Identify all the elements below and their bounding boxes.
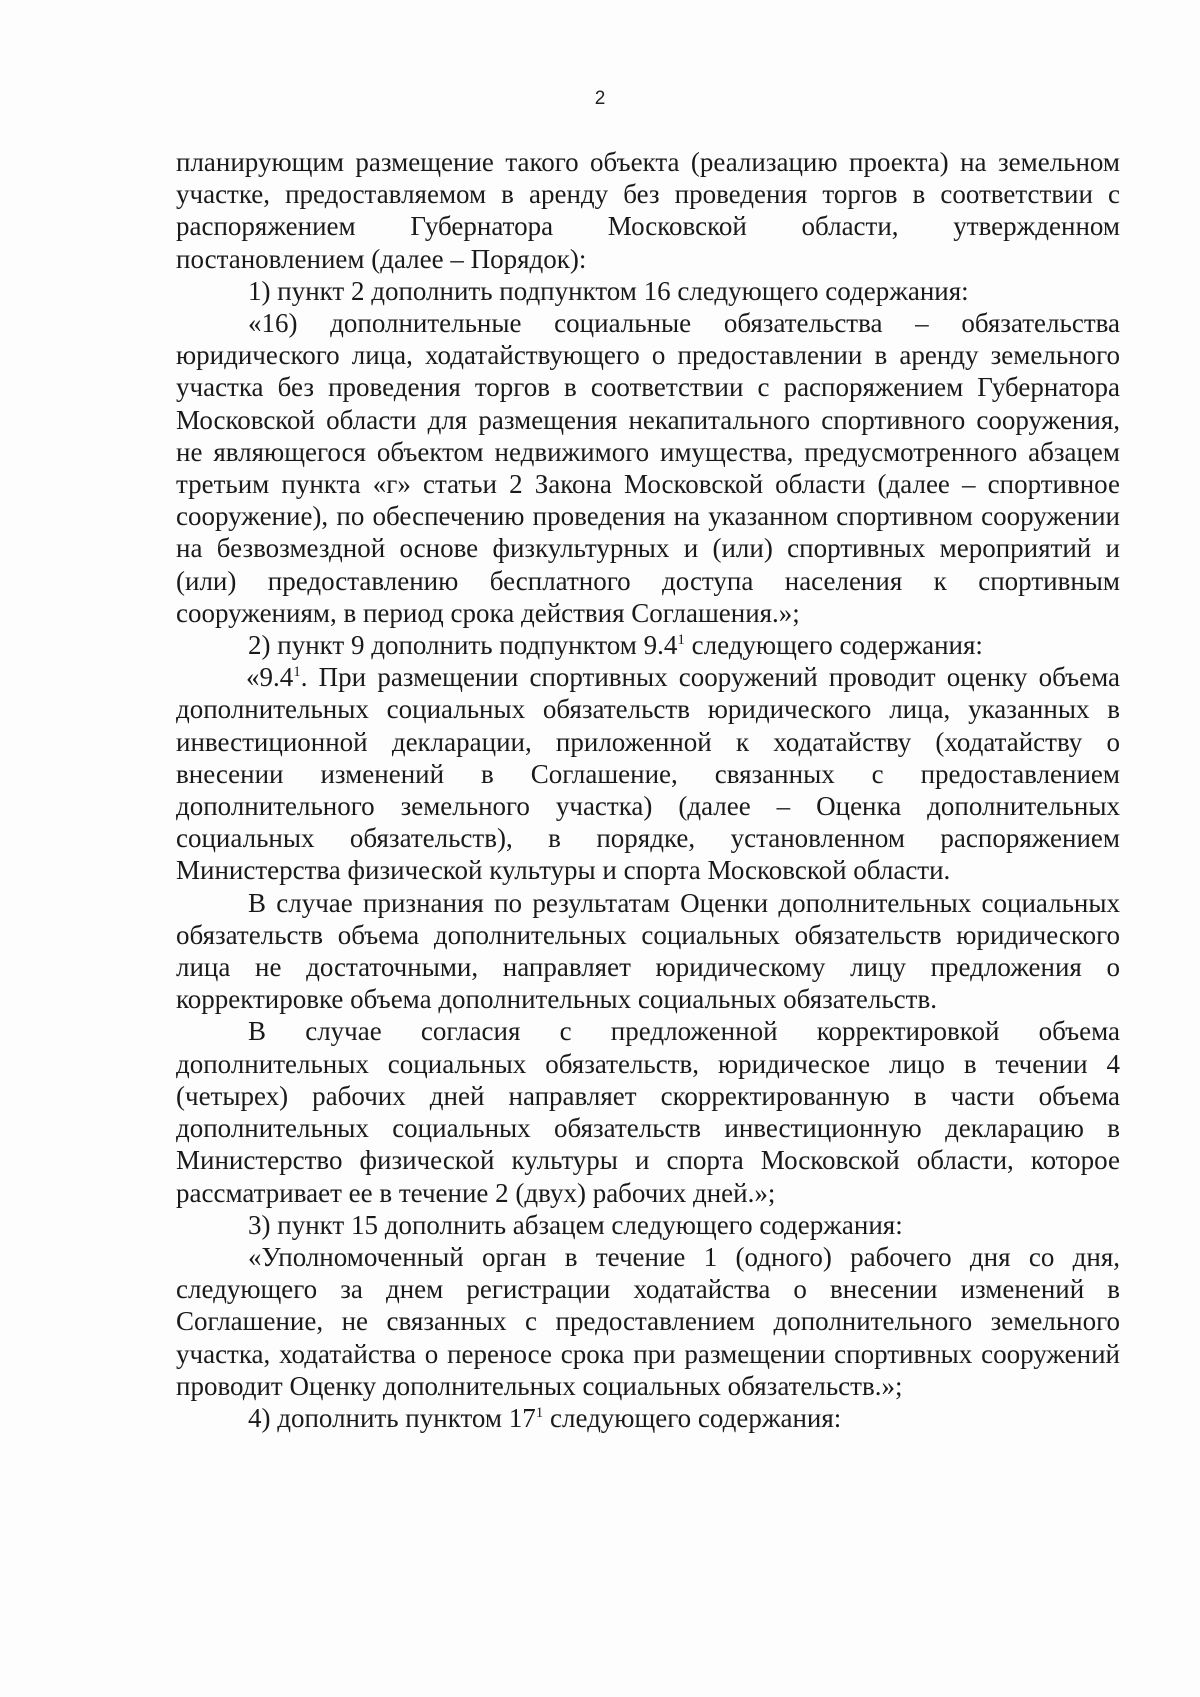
item-4-lead: 4) дополнить пунктом 17 [248,1402,536,1433]
paragraph-quote-16: «16) дополнительные социальные обязательства – обязательства юридического лица, ходатайствующего о предоставлении в аренду земельного участка без проведения торгов в соответствии с распоряжением Губернатора Московской области для размещения некапитального спортивного сооружения, не являющегося объектом недвижимого имущества, предусмотренного абзацем третьим пункта «г» статьи 2 Закона Московской области (далее – спортивное сооружение), по обеспечению проведения на указанном спортивном сооружении на безвозмездной основе физкультурных и (или) спортивных мероприятий и (или) предоставлению бесплатного доступа населения к спортивным сооружениям, в период срока действия Соглашения.»; [176,308,1120,628]
quote-9-4-tail: . При размещении спортивных сооружений проводит оценку объема дополнительных социальных обязательств юридического лица, указанных в инвестиционной декларации, приложенной к ходатайству (ходатайству о внесении изменений в Соглашение, связанных с предоставлением дополнительного земельного участка) (далее – Оценка дополнительных социальных обязательств), в порядке, установленном распоряжением Министерства физической культуры и спорта Московской области. [176,662,1120,886]
paragraph-intro: планирующим размещение такого объекта (реализацию проекта) на земельном участке, предоставляемом в аренду без проведения торгов в соответствии с распоряжением Губернатора Московской области, утвержденном постановлением (далее – Порядок): [176,147,1120,274]
item-2-lead: 2) пункт 9 дополнить подпунктом 9.4 [248,630,678,661]
document-body [176,146,1120,1434]
paragraph-assessment-insufficient: В случае признания по результатам Оценки дополнительных социальных обязательств объема дополнительных социальных обязательств юридического лица не достаточными, направляет юридическому лицу предложения о корректировке объема дополнительных социальных обязательств. [176,887,1120,1015]
paragraph-quote-authorized-body: «Уполномоченный орган в течение 1 (одного) рабочего дня со дня, следующего за днем регистрации ходатайства о внесении изменений в Соглашение, не связанных с предоставлением дополнительного земельного участка, ходатайства о переносе срока при размещении спортивных сооружений проводит Оценку дополнительных социальных обязательств.»; [176,1241,1120,1401]
item-4-superscript: 1 [535,1404,544,1421]
item-2-superscript: 1 [677,632,685,649]
item-4-tail: следующего содержания: [543,1402,842,1433]
paragraph-item-4 [176,1402,1120,1434]
paragraph-assessment-agreement: В случае согласия с предложенной корректировкой объема дополнительных социальных обязательств, юридическое лицо в течении 4 (четырех) рабочих дней направляет скорректированную в части объема дополнительных социальных обязательств инвестиционную декларацию в Министерство физической культуры и спорта Московской области, которое рассматривает ее в течение 2 (двух) рабочих дней.»; [176,1016,1120,1208]
paragraph-item-3: 3) пункт 15 дополнить абзацем следующего содержания: [248,1209,903,1240]
paragraph-item-1: 1) пункт 2 дополнить подпунктом 16 следующего содержания: [248,275,969,306]
paragraph-item-2 [176,629,1120,661]
paragraph-quote-9-4 [176,661,1120,886]
page-number: 2 [594,88,606,109]
quote-9-4-lead: «9.4 [246,662,294,693]
quote-9-4-superscript: 1 [293,664,301,681]
item-2-tail: следующего содержания: [684,630,983,661]
